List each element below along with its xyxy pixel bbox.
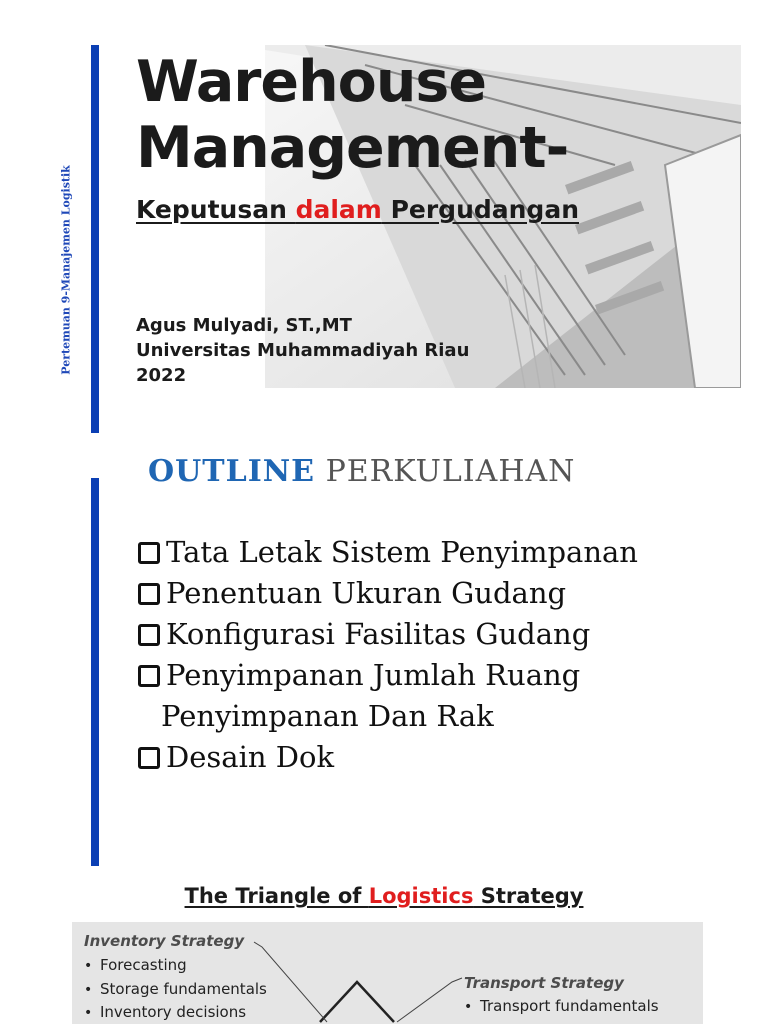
outline-item: Konfigurasi Fasilitas Gudang bbox=[136, 614, 638, 655]
checkbox-icon bbox=[138, 542, 160, 564]
slide-subtitle: Keputusan dalam Pergudangan bbox=[136, 195, 579, 224]
inventory-item: • Storage fundamentals bbox=[84, 978, 267, 1002]
inventory-strategy-label: Inventory Strategy bbox=[84, 932, 245, 950]
checkbox-icon bbox=[138, 665, 160, 687]
accent-bar-bottom bbox=[91, 478, 99, 866]
slide-title: Warehouse Management- bbox=[136, 49, 569, 181]
outline-heading: OUTLINE PERKULIAHAN bbox=[148, 454, 576, 489]
author-institution: Universitas Muhammadiyah Riau bbox=[136, 340, 470, 361]
inventory-item: • Forecasting bbox=[84, 954, 267, 978]
outline-item: Penentuan Ukuran Gudang bbox=[136, 573, 638, 614]
inventory-list bbox=[84, 954, 267, 1024]
outline-item: Desain Dok bbox=[136, 737, 638, 778]
inventory-item: • Inventory decisions bbox=[84, 1001, 267, 1024]
triangle-title: The Triangle of Logistics Strategy bbox=[184, 884, 584, 908]
outline-list bbox=[136, 532, 638, 778]
transport-strategy-label: Transport Strategy bbox=[464, 974, 624, 992]
accent-bar-top bbox=[91, 45, 99, 433]
transport-item: • Transport fundamentals bbox=[464, 995, 659, 1019]
checkbox-icon bbox=[138, 624, 160, 646]
outline-item: Tata Letak Sistem Penyimpanan bbox=[136, 532, 638, 573]
checkbox-icon bbox=[138, 583, 160, 605]
author-block bbox=[136, 313, 469, 388]
outline-item-continued: Penyimpanan Dan Rak bbox=[161, 699, 494, 733]
author-year: 2022 bbox=[136, 365, 187, 386]
triangle-diagram bbox=[72, 922, 703, 1024]
author-name: Agus Mulyadi, ST.,MT bbox=[136, 315, 352, 336]
transport-list bbox=[464, 995, 659, 1019]
outline-item: Penyimpanan Jumlah Ruang bbox=[136, 655, 638, 696]
checkbox-icon bbox=[138, 747, 160, 769]
